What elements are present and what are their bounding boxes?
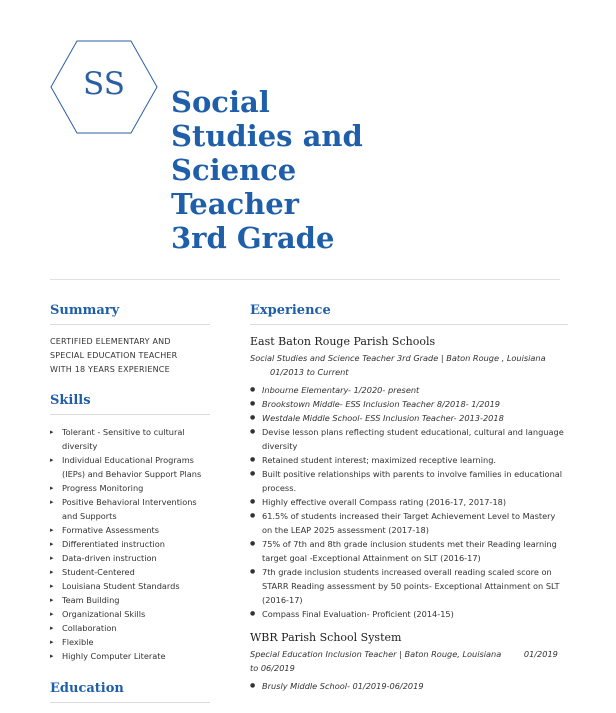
skill-item: ▸ Student-Centered xyxy=(50,565,210,579)
job-bullet: ● Inbourne Elementary- 1/2020- present xyxy=(250,383,568,397)
skill-item: ▸ Team Building xyxy=(50,593,210,607)
right-column xyxy=(250,303,568,693)
job-dates: 01/2013 to Current xyxy=(270,367,349,377)
employer-name: WBR Parish School System xyxy=(250,631,402,644)
job-bullet: ● 7th grade inclusion students increased overall reading scaled score on STARR Reading assessment by 50 points- Exceptional Attainment on SLT (2016-17) xyxy=(250,565,568,607)
skills-list xyxy=(50,425,210,663)
page-title xyxy=(171,85,471,255)
job-role xyxy=(250,351,568,379)
skill-item: ▸ Progress Monitoring xyxy=(50,481,210,495)
left-column xyxy=(50,303,210,713)
summary-text xyxy=(50,335,210,377)
header-divider xyxy=(50,279,560,280)
summary-line: WITH 18 YEARS EXPERIENCE xyxy=(50,365,170,374)
skill-item: ▸ Formative Assessments xyxy=(50,523,210,537)
skill-item: ▸ Positive Behavioral Interventions and Supports xyxy=(50,495,210,523)
job-bullet: ● 75% of 7th and 8th grade inclusion students met their Reading learning target goal -Exceptional Attainment on SLT (2016-17) xyxy=(250,537,568,565)
skill-item: ▸ Differentiated instruction xyxy=(50,537,210,551)
monogram xyxy=(50,40,158,134)
job-bullet: ● Retained student interest; maximized receptive learning. xyxy=(250,453,568,467)
job-bullet: ● Highly effective overall Compass rating (2016-17, 2017-18) xyxy=(250,495,568,509)
skill-item: ▸ Individual Educational Programs (IEPs) and Behavior Support Plans xyxy=(50,453,210,481)
skills-heading: Skills xyxy=(50,393,210,415)
job-entry xyxy=(250,631,568,693)
skill-item: ▸ Organizational Skills xyxy=(50,607,210,621)
skill-item: ▸ Tolerant - Sensitive to cultural diversity xyxy=(50,425,210,453)
skill-item: ▸ Collaboration xyxy=(50,621,210,635)
job-bullet: ● Westdale Middle School- ESS Inclusion Teacher- 2013-2018 xyxy=(250,411,568,425)
skill-item: ▸ Data-driven instruction xyxy=(50,551,210,565)
initials: SS xyxy=(83,66,125,102)
summary-line: CERTIFIED ELEMENTARY AND xyxy=(50,337,171,346)
job-role xyxy=(250,647,568,675)
title-line: Studies and xyxy=(171,119,363,153)
role-line: Special Education Inclusion Teacher | Baton Rouge, Louisiana xyxy=(250,649,502,659)
job-bullet: ● Compass Final Evaluation- Proficient (2014-15) xyxy=(250,607,568,621)
title-line: Social xyxy=(171,85,270,119)
employer-name: East Baton Rouge Parish Schools xyxy=(250,335,436,348)
role-line: Social Studies and Science Teacher 3rd Grade | Baton Rouge , Louisiana xyxy=(250,353,546,363)
job-bullet: ● 61.5% of students increased their Target Achievement Level to Mastery on the LEAP 2025 assessment (2017-18) xyxy=(250,509,568,537)
title-line: Science xyxy=(171,153,297,187)
job-bullet: ● Brookstown Middle- ESS Inclusion Teacher 8/2018- 1/2019 xyxy=(250,397,568,411)
skill-item: ▸ Flexible xyxy=(50,635,210,649)
job-bullet: ● Brusly Middle School- 01/2019-06/2019 xyxy=(250,679,568,693)
job-bullets xyxy=(250,679,568,693)
job-bullet: ● Built positive relationships with parents to involve families in educational process. xyxy=(250,467,568,495)
job-entry xyxy=(250,335,568,621)
summary-heading: Summary xyxy=(50,303,210,325)
title-line: Teacher xyxy=(171,187,299,221)
skill-item: ▸ Highly Computer Literate xyxy=(50,649,210,663)
skill-item: ▸ Louisiana Student Standards xyxy=(50,579,210,593)
job-dates: 01/2019 to 06/2019 xyxy=(250,649,558,673)
education-heading: Education xyxy=(50,681,210,703)
job-bullets xyxy=(250,383,568,621)
job-bullet: ● Devise lesson plans reflecting student educational, cultural and language diversity xyxy=(250,425,568,453)
experience-heading: Experience xyxy=(250,303,568,325)
summary-line: SPECIAL EDUCATION TEACHER xyxy=(50,351,178,360)
title-line: 3rd Grade xyxy=(171,221,335,255)
